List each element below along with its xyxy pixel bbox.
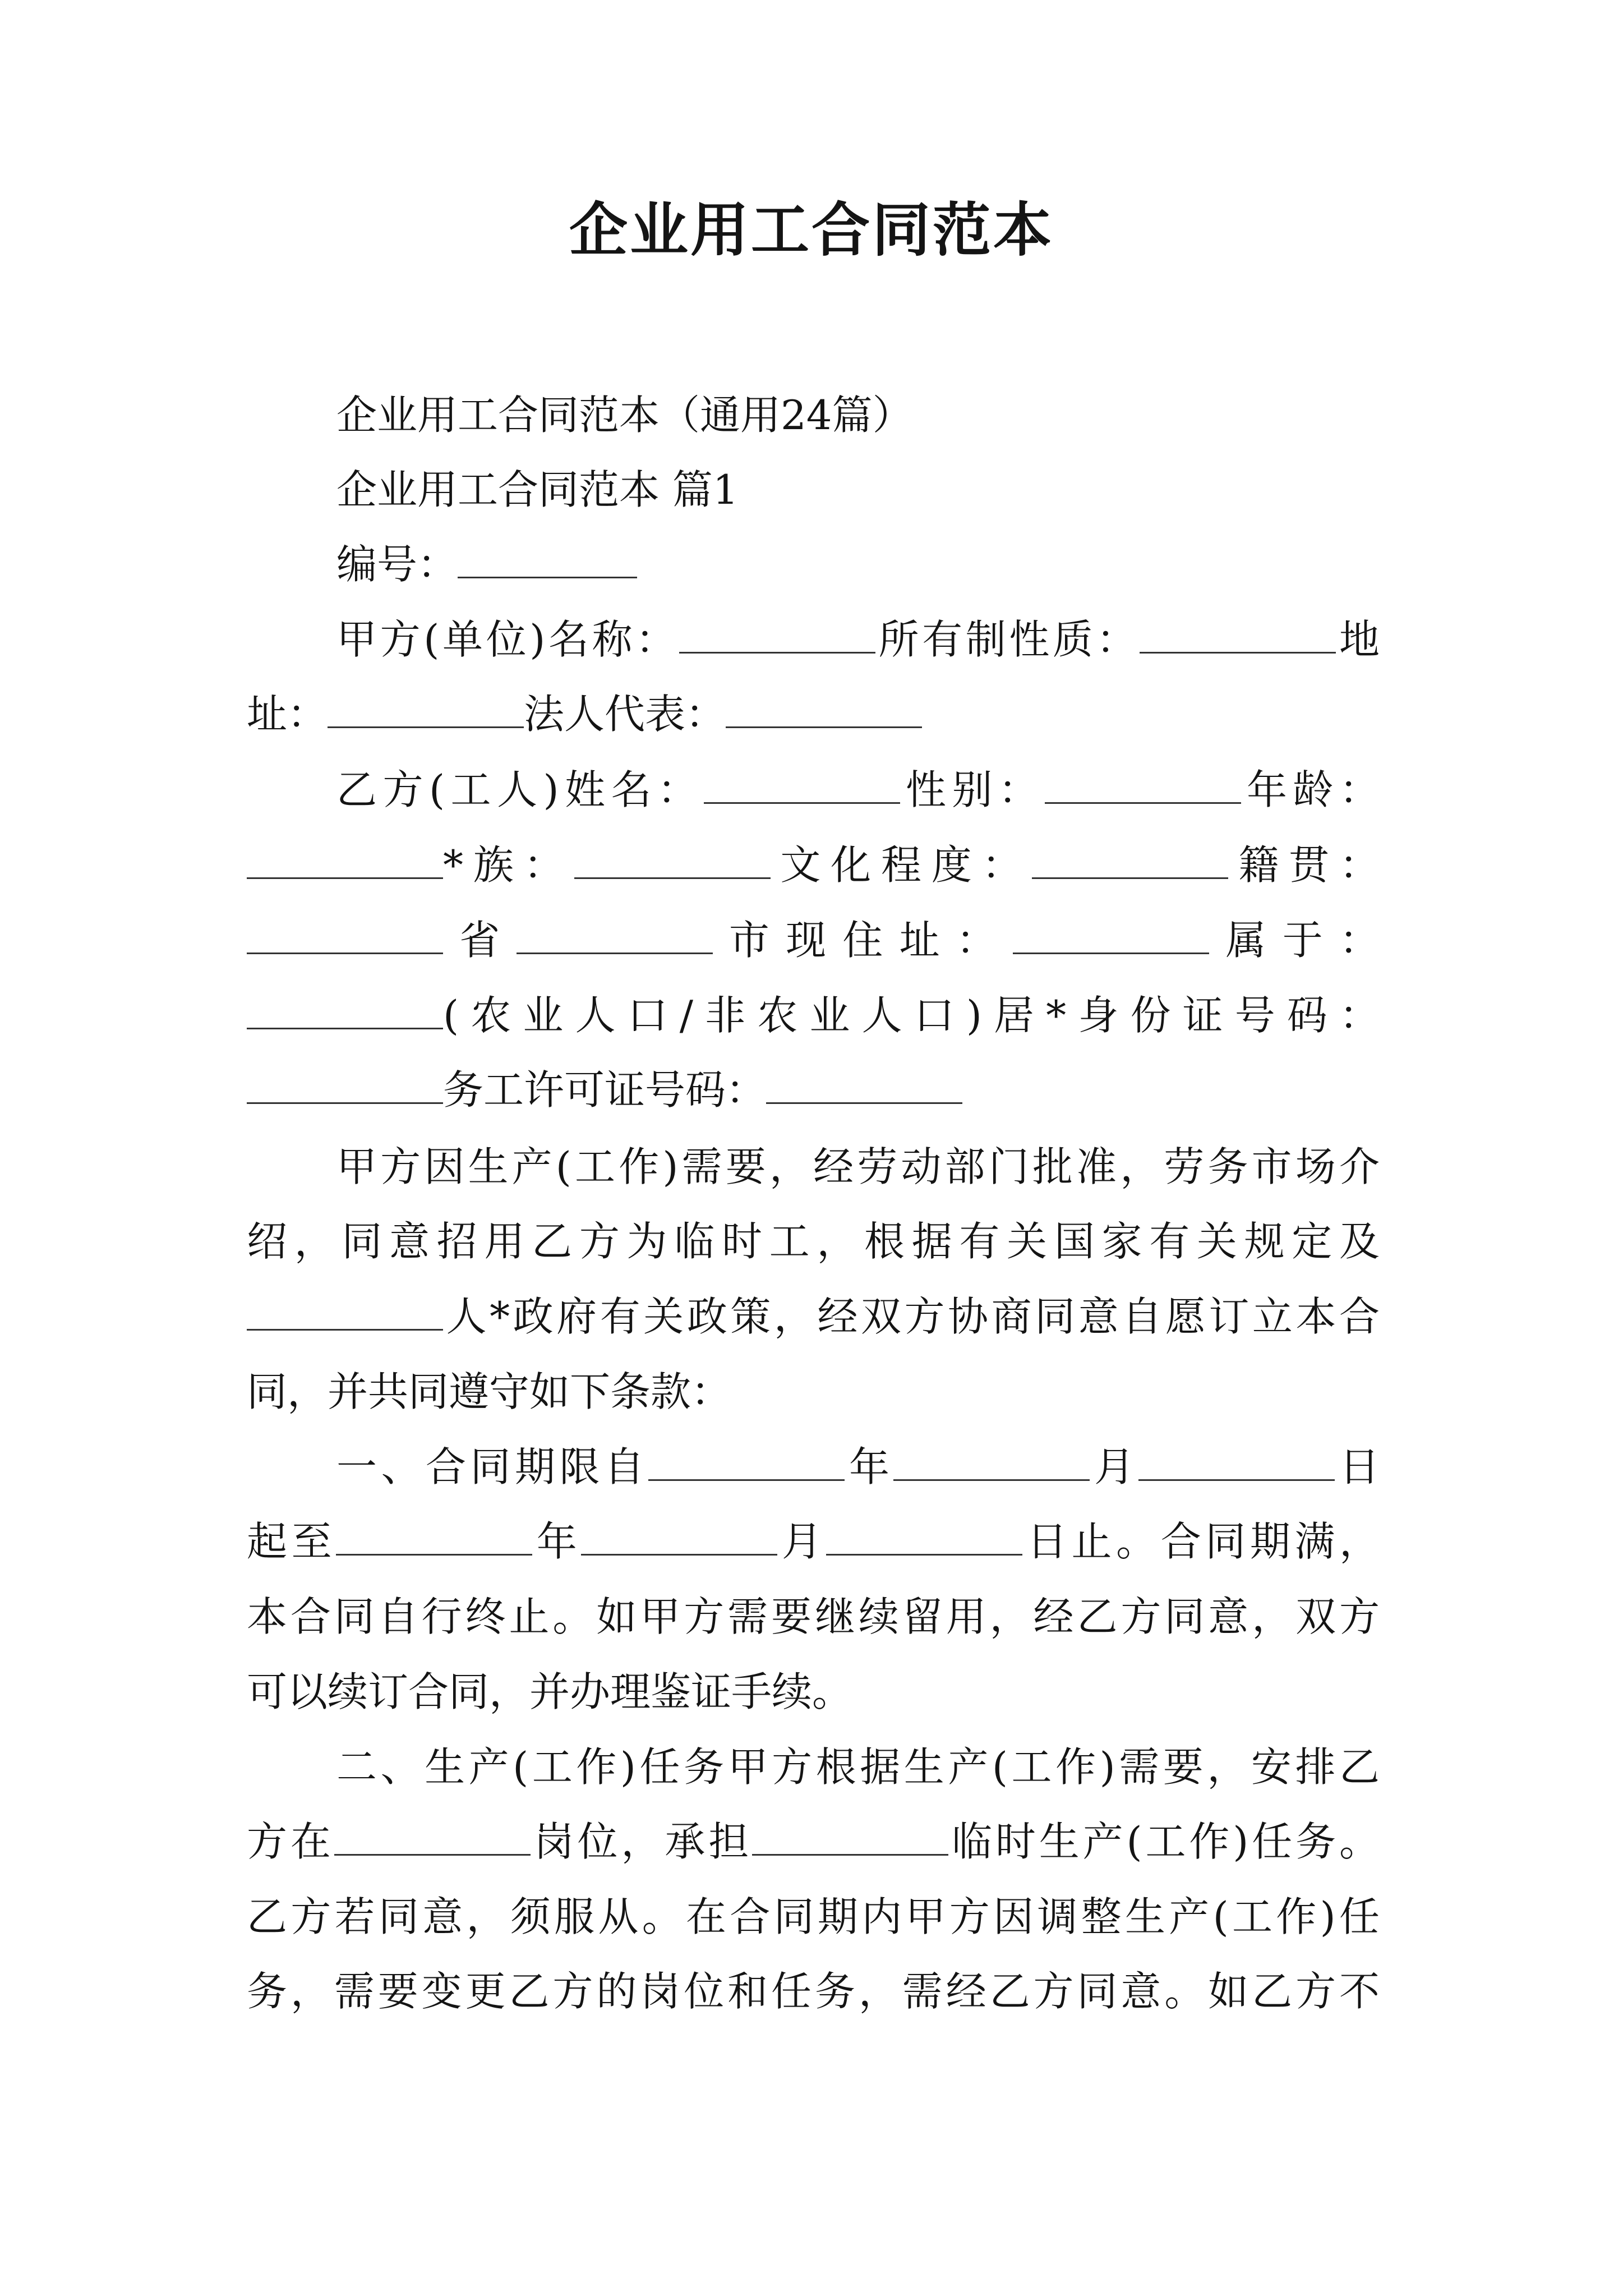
contract-number-line [336,536,1380,592]
body-line: 务，需要变更乙方的岗位和任务，需经乙方同意。如乙方不 [247,1968,1380,2015]
native-place-label: 籍贯： [1228,841,1380,889]
body-line: 同，并共同遵守如下条款： [247,1368,732,1415]
belongs-to-label: 属于： [1209,917,1380,964]
end-day-blank [826,1519,1022,1556]
age-label: 年龄： [1241,766,1380,813]
address-label-part: 地 [1336,616,1380,663]
party-b-line-4 [247,987,1380,1043]
legal-rep-blank [726,692,922,728]
belongs-to-blank [247,993,443,1029]
party-b-name-blank [704,767,900,804]
province-label: 省 [443,917,517,964]
position-blank [334,1819,531,1856]
work-permit-blank [766,1068,962,1104]
clause-1-line-1 [336,1439,1380,1495]
address-blank [328,692,524,728]
age-blank [247,843,443,879]
term-end-text: 日止。合同期满， [1022,1518,1380,1565]
body-line [247,1289,1380,1345]
legal-rep-label: 法人代表： [524,691,726,738]
id-number-blank [247,1068,443,1104]
party-b-line-5 [247,1062,1380,1118]
party-a-line-1 [336,611,1380,668]
year-label: 年 [532,1518,582,1565]
task-blank [752,1819,948,1856]
party-b-line-1 [336,762,1380,818]
party-b-line-2 [247,837,1380,893]
party-a-line-2 [247,686,1380,742]
party-b-line-3 [247,912,1380,968]
gender-label: 性别： [900,766,1045,813]
year-label: 年 [845,1443,894,1490]
start-year-blank [648,1444,845,1481]
section-heading: 企业用工合同范本 篇1 [336,466,739,513]
local-blank [247,1294,443,1331]
ownership-blank [1140,617,1336,654]
contract-number-label: 编号： [336,541,458,588]
start-day-blank [1138,1444,1335,1481]
body-line-text: 人*政府有关政策，经双方协商同意自愿订立本合 [443,1293,1380,1340]
body-line: 甲方因生产(工作)需要，经劳动部门批准，劳务市场介 [336,1143,1380,1190]
gender-blank [1045,767,1241,804]
ethnicity-blank [574,843,771,879]
body-line: 可以续订合同，并办理鉴证手续。 [247,1668,853,1715]
document-title: 企业用工合同范本 [569,195,1054,264]
subtitle: 企业用工合同范本（通用24篇） [336,392,913,439]
term-to-label: 起至 [247,1518,336,1565]
body-line: 乙方若同意，须服从。在合同期内甲方因调整生产(工作)任 [247,1893,1380,1940]
body-line: 绍，同意招用乙方为临时工，根据有关国家有关规定及 [247,1218,1380,1265]
position-prefix: 方在 [247,1818,334,1865]
province-blank [247,918,443,954]
month-label: 月 [777,1518,827,1565]
current-address-label: 市现住址： [712,917,1013,964]
clause-1-line-2 [247,1513,1380,1570]
household-id-label: (农业人口/非农业人口)居*身份证号码： [443,992,1380,1039]
clause-2-line-2 [247,1814,1380,1870]
ownership-label: 所有制性质： [875,616,1140,663]
address-label-end: 址： [247,691,328,738]
term-from-label: 一、合同期限自 [336,1443,649,1490]
contract-number-blank [458,542,637,578]
end-month-blank [581,1519,777,1556]
party-a-name-label: 甲方(单位)名称： [336,616,679,663]
current-address-blank [1013,918,1209,954]
city-blank [517,918,713,954]
position-label: 岗位，承担 [530,1818,753,1865]
end-year-blank [336,1519,532,1556]
education-blank [1032,843,1228,879]
month-label: 月 [1090,1443,1139,1490]
party-b-name-label: 乙方(工人)姓名： [336,766,704,813]
day-label: 日 [1335,1443,1380,1490]
education-label: 文化程度： [770,841,1032,889]
work-permit-label: 务工许可证号码： [443,1066,767,1114]
task-label: 临时生产(工作)任务。 [948,1818,1380,1865]
body-line: 本合同自行终止。如甲方需要继续留用，经乙方同意，双方 [247,1593,1380,1640]
party-a-name-blank [679,617,875,654]
ethnicity-label: *族： [443,841,574,889]
start-month-blank [893,1444,1090,1481]
clause-2-line-1: 二、生产(工作)任务甲方根据生产(工作)需要，安排乙 [336,1743,1380,1791]
